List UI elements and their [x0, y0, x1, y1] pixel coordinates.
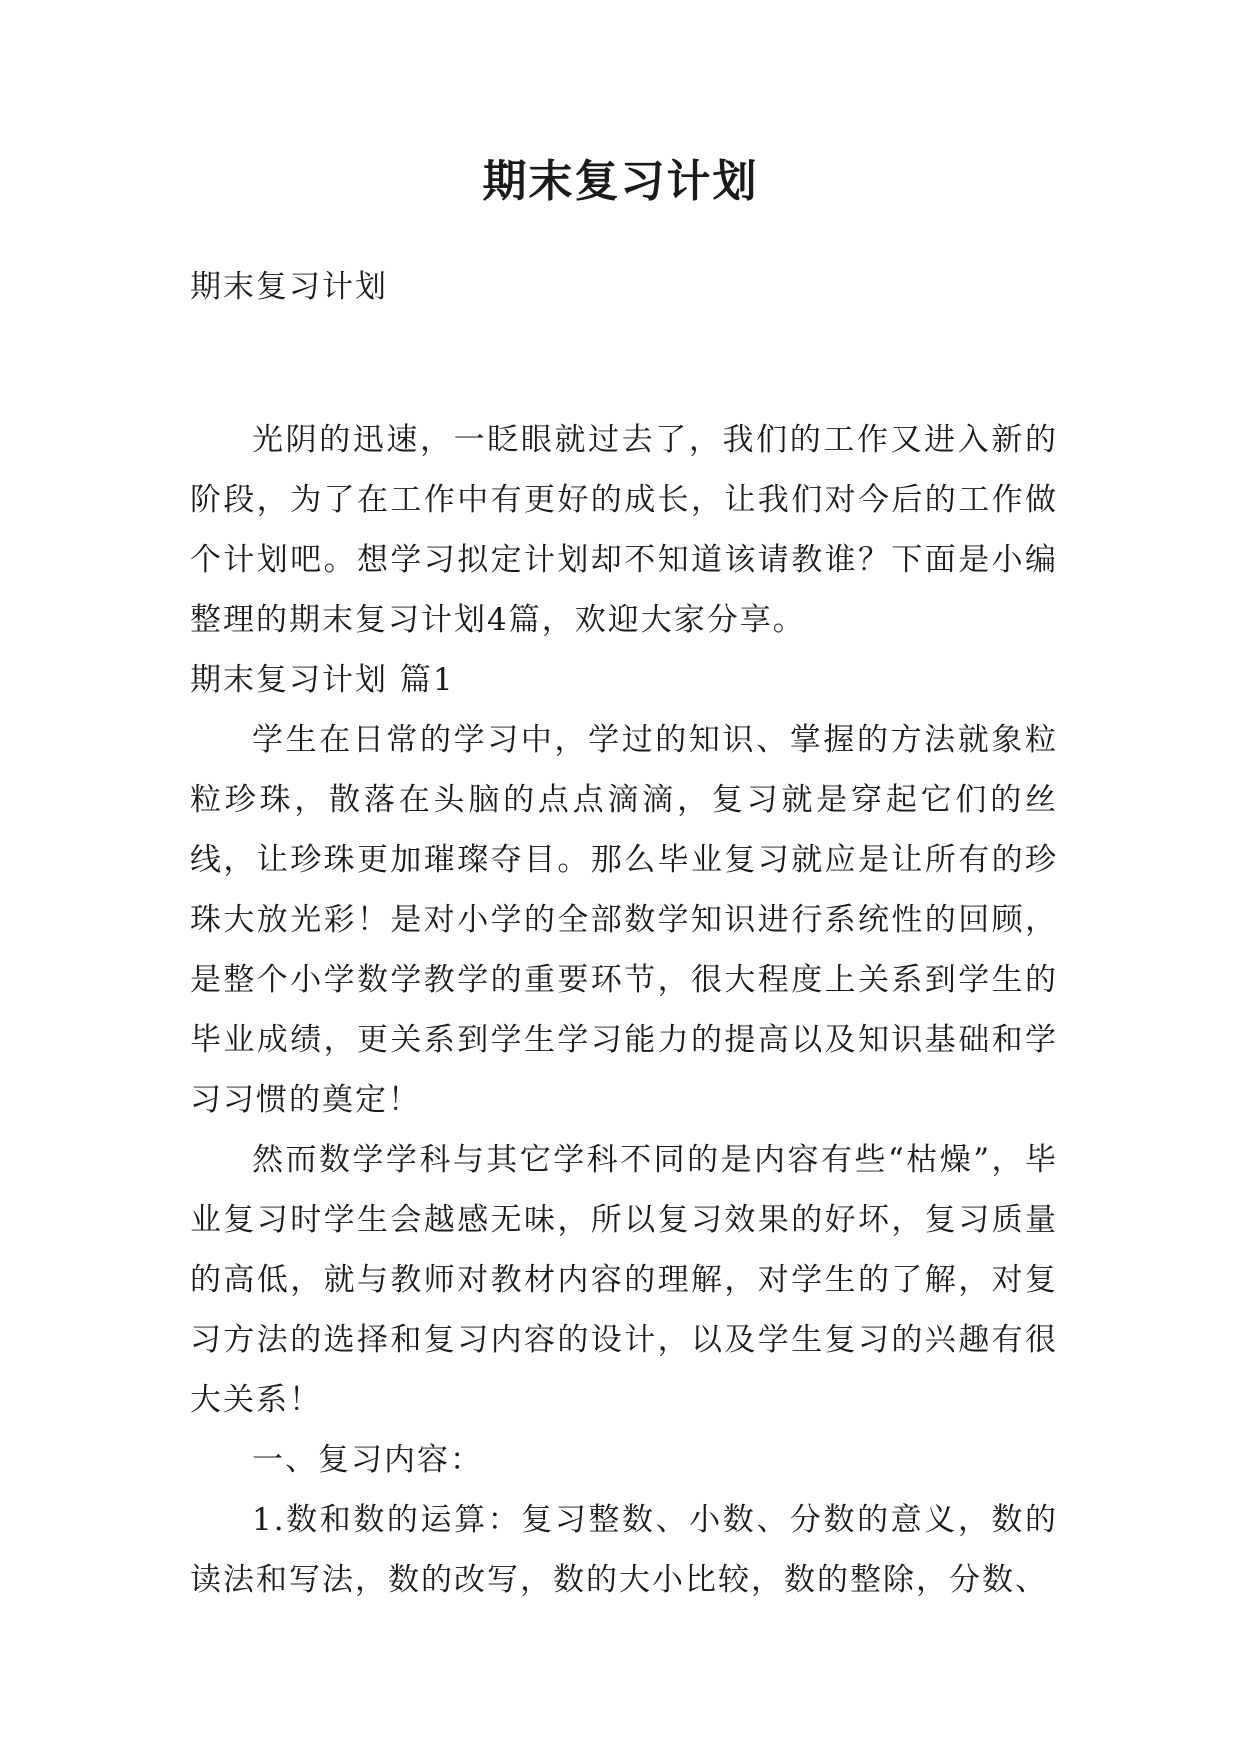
body-paragraph: 然而数学学科与其它学科不同的是内容有些“枯燥”，毕业复习时学生会越感无味，所以复习效果的好坏，复习质量的高低，就与教师对教材内容的理解，对学生的了解，对复习方法的选择和复习内容的设计，以及学生复习的兴趣有很大关系！ [190, 1142, 1058, 1418]
body-paragraph: 学生在日常的学习中，学过的知识、掌握的方法就象粒粒珍珠，散落在头脑的点点滴滴，复习就是穿起它们的丝线，让珍珠更加璀璨夺目。那么毕业复习就应是让所有的珍珠大放光彩！是对小学的全部数学知识进行系统性的回顾，是整个小学数学教学的重要环节，很大程度上关系到学生的毕业成绩，更关系到学生学习能力的提高以及知识基础和学习习惯的奠定！ [190, 722, 1058, 1118]
document-subtitle: 期末复习计划 [190, 269, 388, 305]
document-body [190, 410, 1058, 1610]
intro-paragraph: 光阴的迅速，一眨眼就过去了，我们的工作又进入新的阶段，为了在工作中有更好的成长，让我们对今后的工作做个计划吧。想学习拟定计划却不知道该请教谁？下面是小编整理的期末复习计划4篇，欢迎大家分享。 [190, 422, 1058, 638]
list-item: 1.数和数的运算：复习整数、小数、分数的意义，数的读法和写法，数的改写，数的大小比较，数的整除，分数、 [190, 1502, 1058, 1598]
document-title: 期末复习计划 [482, 156, 759, 207]
section-heading: 期末复习计划 篇1 [190, 662, 455, 698]
list-heading: 一、复习内容： [252, 1442, 483, 1478]
